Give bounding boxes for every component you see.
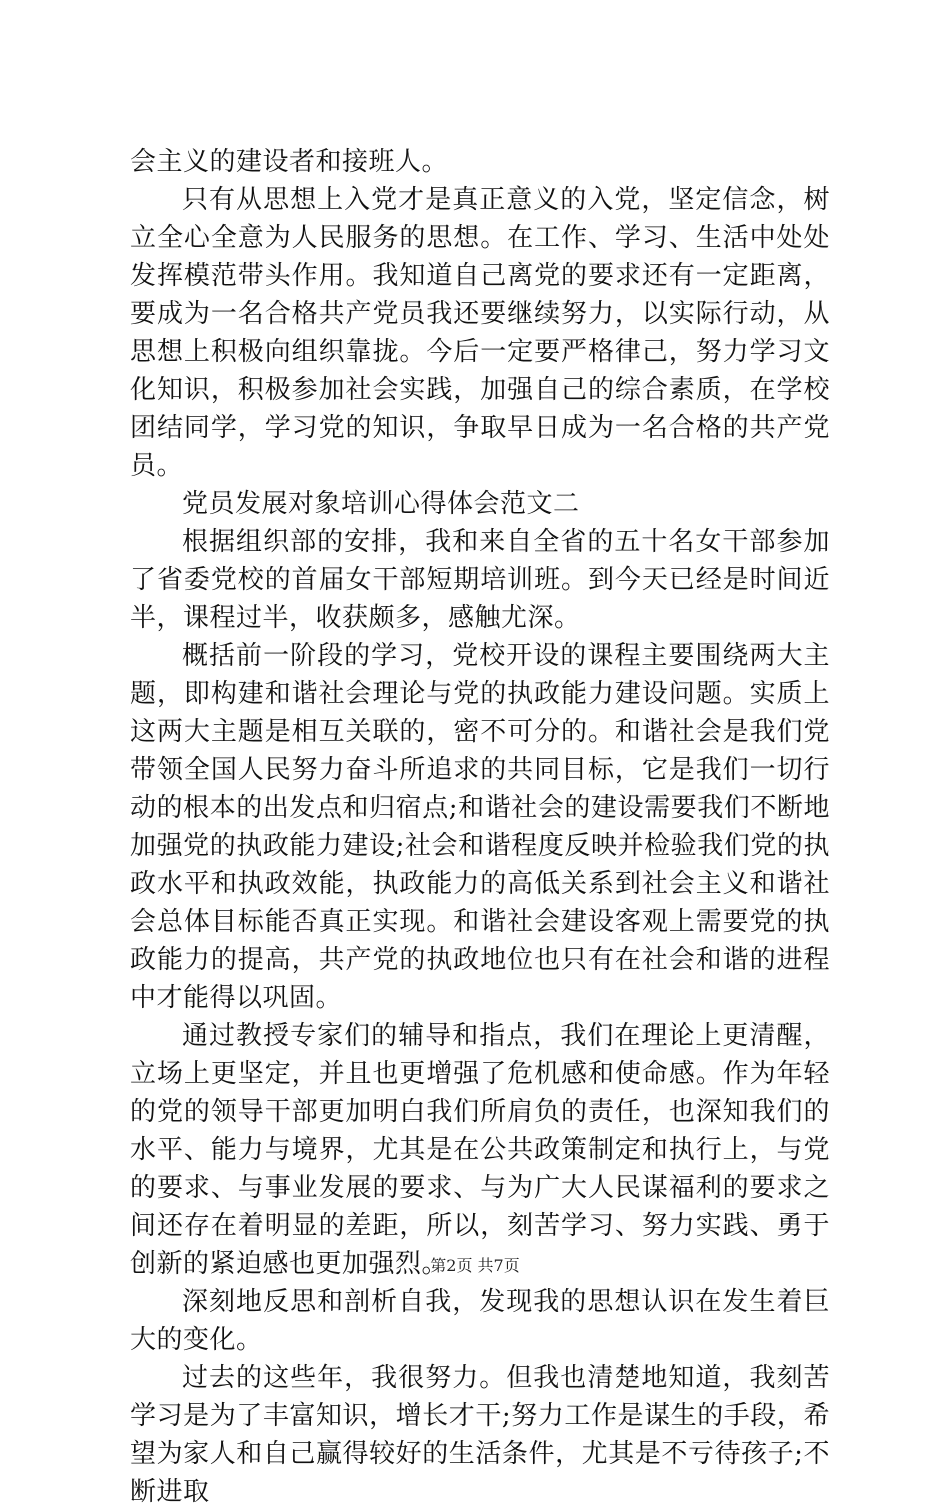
paragraph: 概括前一阶段的学习，党校开设的课程主要围绕两大主题，即构建和谐社会理论与党的执政能力建设问题。实质上这两大主题是相互关联的，密不可分的。和谐社会是我们党带领全国人民努力奋斗所追求的共同目标，它是我们一切行动的根本的出发点和归宿点;和谐社会的建设需要我们不断地加强党的执政能力建设;社会和谐程度反映并检验我们党的执政水平和执政效能，执政能力的高低关系到社会主义和谐社会总体目标能否真正实现。和谐社会建设客观上需要党的执政能力的提高，共产党的执政地位也只有在社会和谐的进程中才能得以巩固。	[130, 641, 830, 1013]
paragraph: 通过教授专家们的辅导和指点，我们在理论上更清醒，立场上更坚定，并且也更增强了危机感和使命感。作为年轻的党的领导干部更加明白我们所肩负的责任，也深知我们的水平、能力与境界，尤其是在公共政策制定和执行上，与党的要求、与事业发展的要求、与为广大人民谋福利的要求之间还存在着明显的差距，所以，刻苦学习、努力实践、勇于创新的紧迫感也更加强烈。	[130, 1021, 830, 1279]
section-heading: 党员发展对象培训心得体会范文二	[182, 489, 580, 519]
paragraph-continuation: 会主义的建设者和接班人。	[130, 147, 449, 177]
document-body	[130, 143, 830, 1511]
page-number-label: 第2页 共7页	[430, 1256, 520, 1275]
paragraph: 深刻地反思和剖析自我，发现我的思想认识在发生着巨大的变化。	[130, 1287, 830, 1355]
paragraph: 只有从思想上入党才是真正意义的入党，坚定信念，树立全心全意为人民服务的思想。在工作、学习、生活中处处发挥模范带头作用。我知道自己离党的要求还有一定距离，要成为一名合格共产党员我还要继续努力，以实际行动，从思想上积极向组织靠拢。今后一定要严格律己，努力学习文化知识，积极参加社会实践，加强自己的综合素质，在学校团结同学，学习党的知识，争取早日成为一名合格的共产党员。	[130, 185, 830, 481]
paragraph: 根据组织部的安排，我和来自全省的五十名女干部参加了省委党校的首届女干部短期培训班。到今天已经是时间近半，课程过半，收获颇多，感触尤深。	[130, 527, 830, 633]
page-footer	[0, 1256, 950, 1276]
paragraph: 过去的这些年，我很努力。但我也清楚地知道，我刻苦学习是为了丰富知识，增长才干;努力工作是谋生的手段，希望为家人和自己赢得较好的生活条件，尤其是不亏待孩子;不断进取	[130, 1363, 830, 1507]
